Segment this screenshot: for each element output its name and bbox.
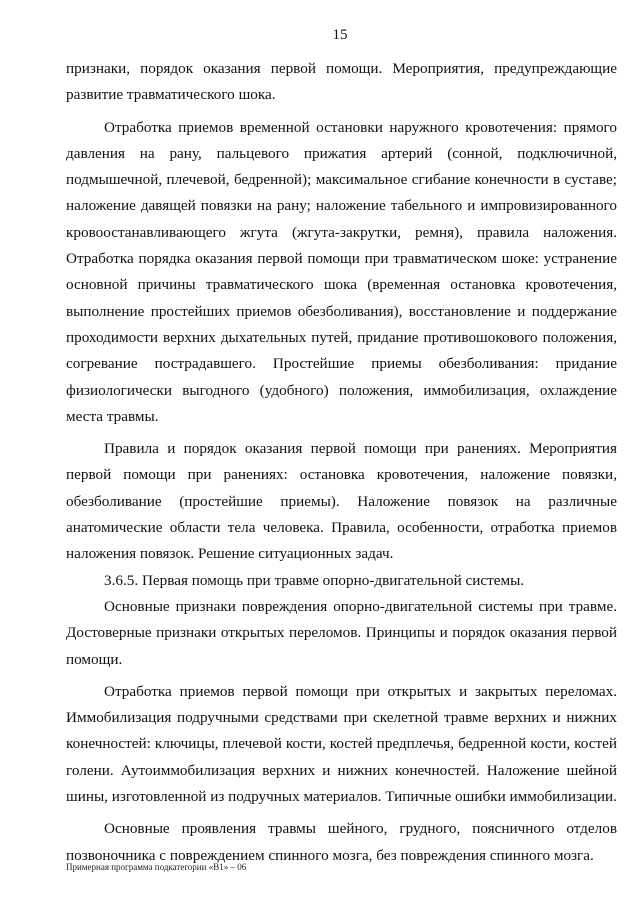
paragraph: Отработка приемов первой помощи при открытых и закрытых переломах. Иммобилизация подручными средствами при скелетной травме верхних и нижних конечностей: ключицы, плечевой кости, костей предплечья, бедренной кости, костей голени. Аутоиммобилизация верхних и нижних конечностей. Наложение шейной шины, изготовленной из подручных материалов. Типичные ошибки иммобилизации. [66,682,617,806]
paragraph: Основные проявления травмы шейного, грудного, поясничного отделов позвоночника с повреждением спинного мозга, без повреждения спинного мозга. [66,820,617,864]
paragraph: Основные признаки повреждения опорно-двигательной системы при травме. Достоверные признаки открытых переломов. Принципы и порядок оказания первой помощи. [66,597,617,668]
page-footer: Примерная программа подкатегории «B1» – 06 [66,862,247,872]
page-number: 15 [332,27,348,43]
paragraph: признаки, порядок оказания первой помощи. Мероприятия, предупреждающие развитие травматического шока. [66,60,617,104]
section-heading: 3.6.5. Первая помощь при травме опорно-двигательной системы. [104,571,525,589]
paragraph: Отработка приемов временной остановки наружного кровотечения: прямого давления на рану, пальцевого прижатия артерий (сонной, подключичной, подмышечной, плечевой, бедренной); максимальное сгибание конечности в суставе; наложение давящей повязки на рану; наложение табельного и импровизированного кровоостанавливающего жгута (жгута-закрутки, ремня), правила наложения. Отработка порядка оказания первой помощи при травматическом шоке: устранение основной причины травматического шока (временная остановка кровотечения, выполнение простейших приемов обезболивания), восстановление и поддержание проходимости верхних дыхательных путей, придание противошокового положения, согревание пострадавшего. Простейшие приемы обезболивания: придание физиологически выгодного (удобного) положения, иммобилизация, охлаждение места травмы. [66,118,617,425]
body-text [66,56,617,869]
paragraph: Правила и порядок оказания первой помощи при ранениях. Мероприятия первой помощи при ранениях: остановка кровотечения, наложение повязки, обезболивание (простейшие приемы). Наложение повязок на различные анатомические области тела человека. Правила, особенности, отработка приемов наложения повязок. Решение ситуационных задач. [66,440,617,563]
